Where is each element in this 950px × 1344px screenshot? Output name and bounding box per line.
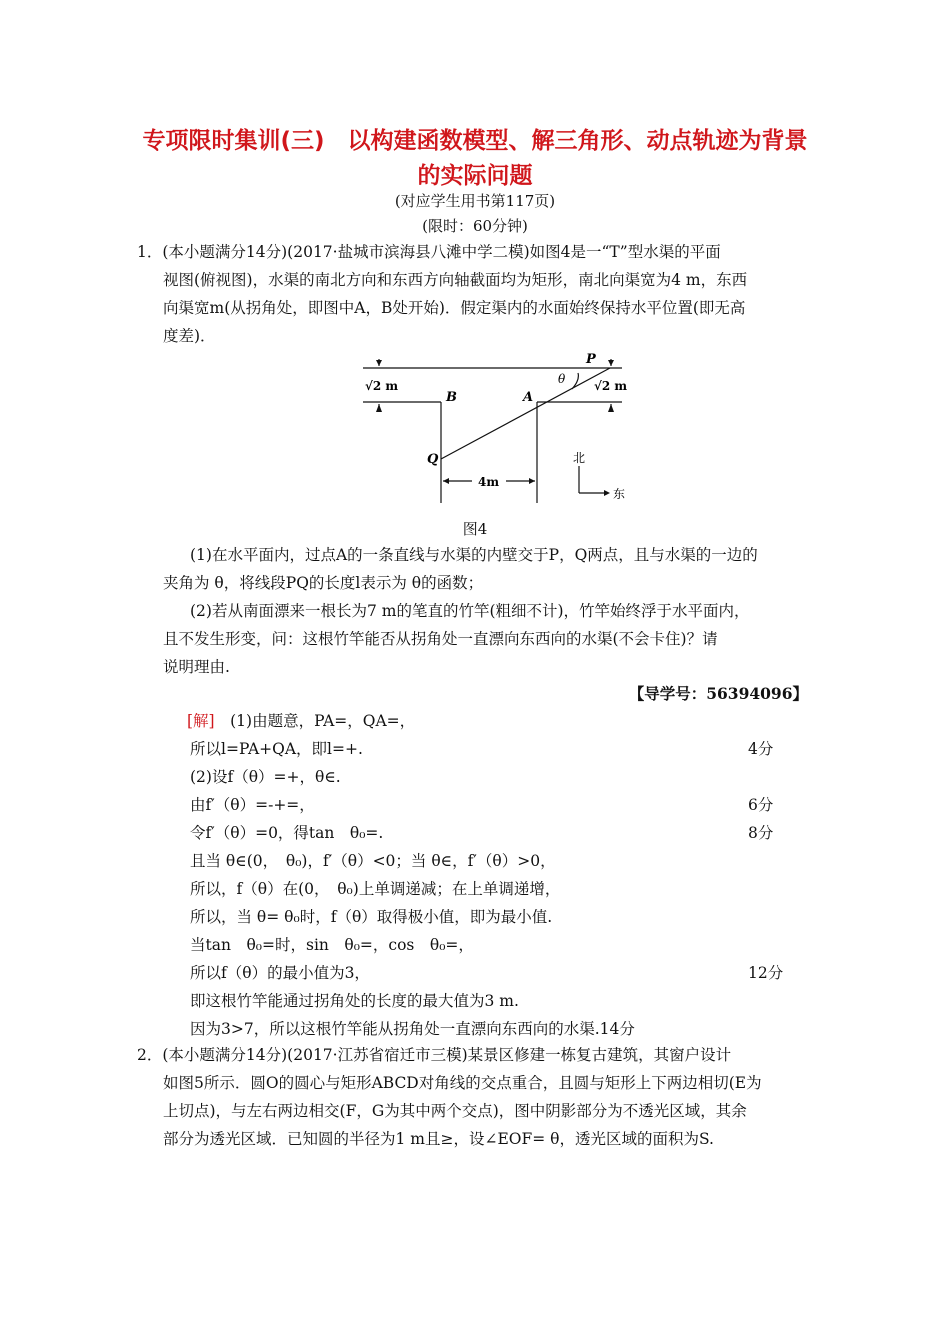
segment-PQ xyxy=(441,368,610,459)
solution-line-8: 当tan θ₀=时，sin θ₀=，cos θ₀=， xyxy=(190,936,474,954)
q1-part-line-4: 且不发生形变，问：这根竹竿能否从拐角处一直漂向东西向的水渠(不会卡住)？请 xyxy=(163,630,718,648)
q1-line-3: 向渠宽m(从拐角处，即图中A，B处开始)．假定渠内的水面始终保持水平位置(即无高 xyxy=(163,299,746,317)
q2-line-4: 部分为透光区域．已知圆的半径为1 m且≥，设∠EOF= θ，透光区域的面积为S. xyxy=(163,1130,714,1148)
figure-4-canal-diagram xyxy=(0,0,950,520)
solution-line-3: 由f′（θ）=-+=， xyxy=(190,796,315,814)
label-east: 东 xyxy=(613,487,626,501)
label-north: 北 xyxy=(573,451,586,465)
solution-line-6: 所以，f（θ）在(0， θ₀)上单调递减；在上单调递增， xyxy=(190,880,561,898)
solution-line-7: 所以，当 θ= θ₀时，f（θ）取得极小值，即为最小值. xyxy=(190,908,553,926)
q2-line-1: 2．(本小题满分14分)(2017·江苏省宿迁市三模)某景区修建一栋复古建筑，其窗户设计 xyxy=(137,1046,732,1064)
q1-part-line-3: (2)若从南面漂来一根长为7 m的笔直的竹竿(粗细不计)，竹竿始终浮于水平面内， xyxy=(190,602,750,620)
label-width-right: √2 m xyxy=(594,379,628,393)
book-reference: (对应学生用书第117页) xyxy=(394,192,556,210)
label-A: A xyxy=(523,390,534,405)
solution-line-11: 因为3>7，所以这根竹竿能从拐角处一直漂向东西向的水渠.14分 xyxy=(190,1020,635,1038)
q1-line-1: 1．(本小题满分14分)(2017·盐城市滨海县八滩中学二模)如图4是一“T”型水渠的平面 xyxy=(137,243,721,261)
solution-tag: [解] xyxy=(187,712,215,730)
q2-line-2: 如图5所示．圆O的圆心与矩形ABCD对角线的交点重合，且圆与矩形上下两边相切(E为 xyxy=(163,1074,762,1092)
score-8: 8分 xyxy=(748,824,774,842)
score-12: 12分 xyxy=(748,964,784,982)
q1-line-4: 度差)． xyxy=(163,327,216,345)
label-theta: θ xyxy=(558,372,566,386)
solution-step-1: (1)由题意，PA=，QA=， xyxy=(230,712,416,730)
score-6: 6分 xyxy=(748,796,774,814)
label-width-left: √2 m xyxy=(365,379,399,393)
page-title-line2: 的实际问题 xyxy=(417,163,533,189)
solution-line-2: (2)设f（θ）=+，θ∈. xyxy=(190,768,341,786)
page-title-line1: 专项限时集训(三) 以构建函数模型、解三角形、动点轨迹为背景 xyxy=(142,128,808,154)
solution-line-5: 且当 θ∈(0， θ₀)，f′（θ）<0；当 θ∈，f′（θ）>0， xyxy=(190,852,556,870)
label-width-bottom: 4m xyxy=(478,475,500,489)
solution-line-9: 所以f（θ）的最小值为3， xyxy=(190,964,370,982)
label-B: B xyxy=(446,390,457,405)
q1-part-line-5: 说明理由. xyxy=(163,658,230,676)
q1-line-2: 视图(俯视图)，水渠的南北方向和东西方向轴截面均为矩形，南北向渠宽为4 m，东西 xyxy=(163,271,748,289)
label-Q: Q xyxy=(427,452,439,467)
score-4: 4分 xyxy=(748,740,774,758)
time-limit: (限时：60分钟) xyxy=(422,217,528,235)
solution-first-line xyxy=(187,709,415,731)
figure-4-caption: 图4 xyxy=(462,520,488,538)
solution-line-1: 所以l=PA+QA，即l=+. xyxy=(190,740,363,758)
guide-number: 【导学号：56394096】 xyxy=(628,684,808,703)
label-P: P xyxy=(586,352,596,367)
q2-line-3: 上切点)，与左右两边相交(F，G为其中两个交点)，图中阴影部分为不透光区域，其余 xyxy=(163,1102,747,1120)
q1-part-line-2: 夹角为 θ，将线段PQ的长度l表示为 θ的函数； xyxy=(163,574,484,592)
solution-line-4: 令f′（θ）=0，得tan θ₀=. xyxy=(190,824,384,842)
q1-part-line-1: (1)在水平面内，过点A的一条直线与水渠的内壁交于P，Q两点，且与水渠的一边的 xyxy=(190,546,758,564)
solution-line-10: 即这根竹竿能通过拐角处的长度的最大值为3 m. xyxy=(190,992,519,1010)
